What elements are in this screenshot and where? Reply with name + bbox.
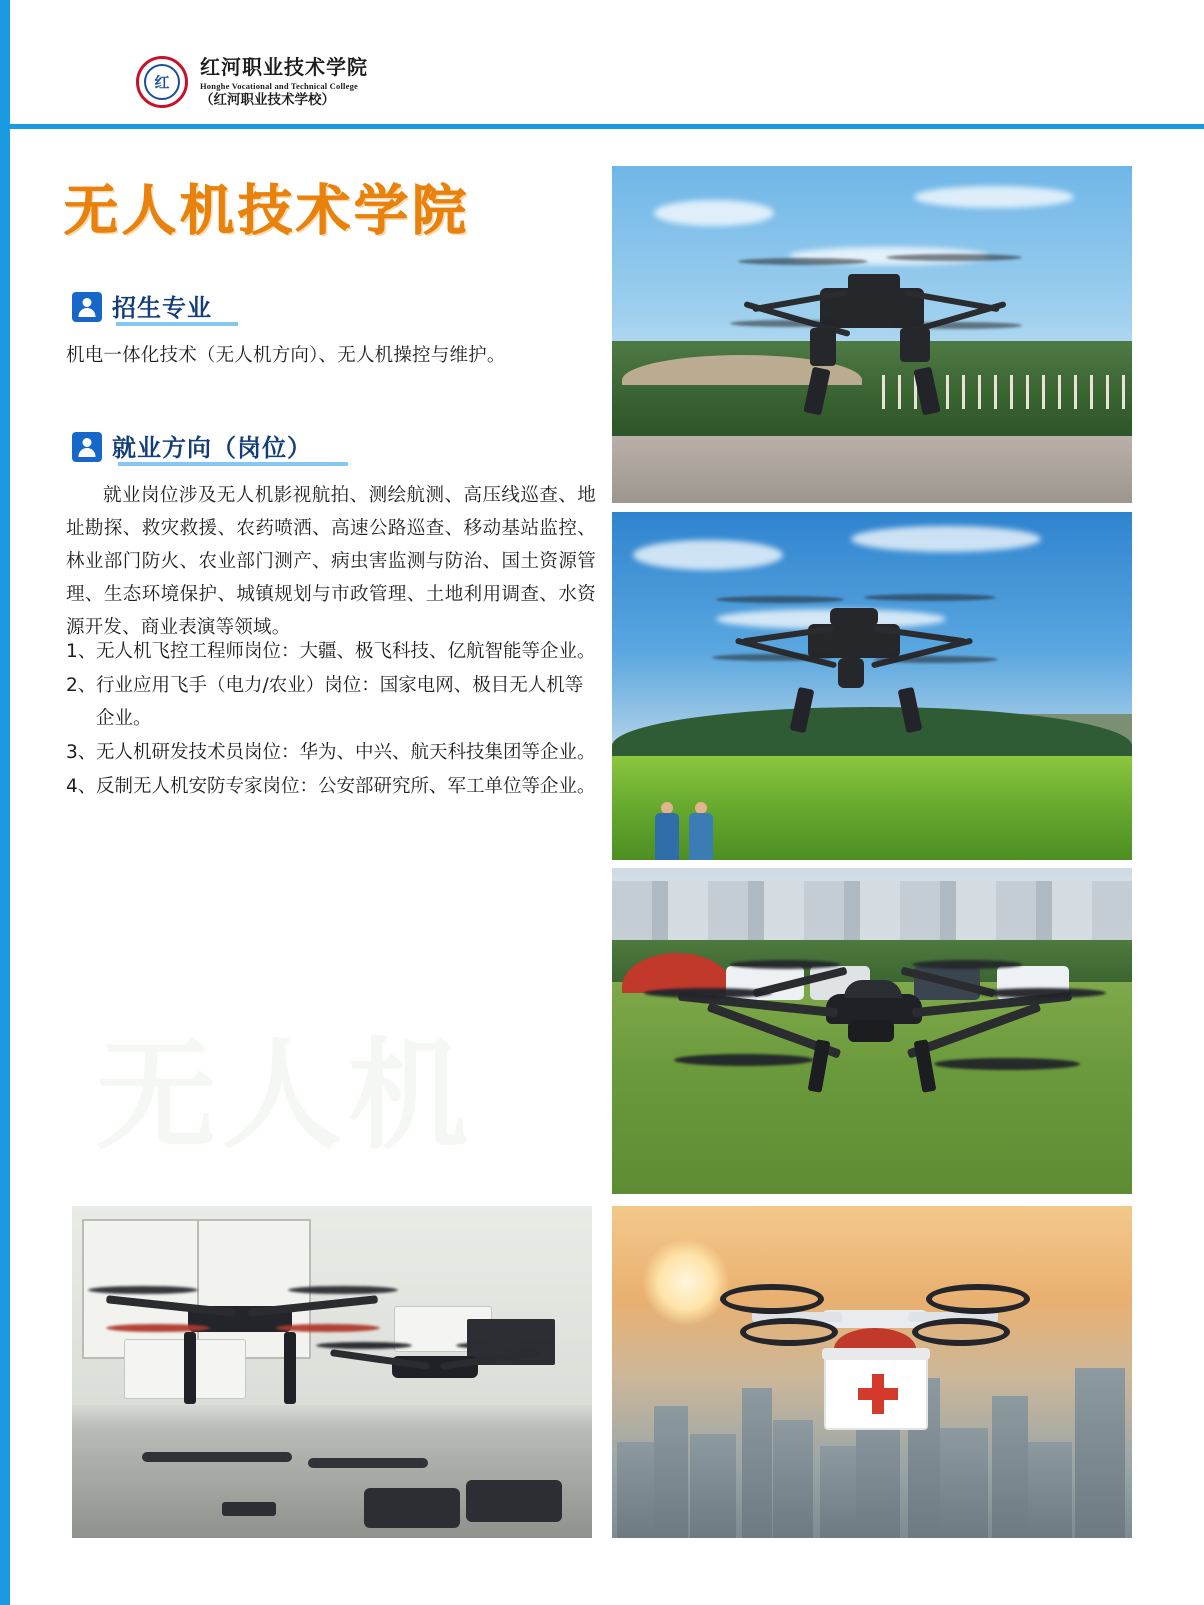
medical-delivery-box — [824, 1356, 928, 1430]
list-item-text: 行业应用飞手（电力/农业）岗位：国家电网、极目无人机等企业。 — [96, 674, 584, 729]
city-building — [742, 1388, 772, 1538]
red-cross-icon — [858, 1388, 898, 1400]
drone-propeller — [912, 960, 1022, 969]
operator-person — [688, 802, 714, 860]
photo-drone-grass — [612, 868, 1132, 1194]
college-seal-icon — [136, 56, 188, 108]
city-building — [820, 1446, 856, 1538]
section-underline-majors — [116, 322, 238, 326]
user-badge-icon — [72, 432, 102, 462]
drone-propeller — [730, 960, 840, 969]
operator-person — [654, 802, 680, 860]
college-logo — [136, 56, 368, 109]
list-item-text: 反制无人机安防专家岗位：公安部研究所、军工单位等企业。 — [96, 775, 596, 797]
list-item — [66, 670, 600, 736]
drone-payload — [900, 328, 930, 362]
list-item-number: 3、 — [66, 741, 97, 763]
jobs-intro-text: 就业岗位涉及无人机影视航拍、测绘航测、高压线巡查、地址勘探、救灾救援、农药喷洒、高速公路巡查、移动基站监控、林业部门防火、农业部门测产、病虫害监测与防治、国土资源管理、生态环境保护、城镇规划与市政管理、土地利用调查、水资源开发、商业表演等领域。 — [66, 485, 596, 638]
drone-rotor — [864, 594, 996, 601]
drone-landing-leg — [184, 1332, 196, 1404]
drone-rotor — [886, 254, 1022, 261]
drone-top-module — [830, 608, 878, 626]
section-heading-majors — [72, 288, 212, 326]
drone-propeller-red — [276, 1324, 380, 1332]
drone-top-module — [848, 274, 900, 292]
city-building — [690, 1434, 736, 1538]
section-underline-jobs — [118, 462, 348, 466]
page-header — [10, 0, 1204, 128]
photo-lab — [72, 1206, 592, 1538]
section-title-jobs: 就业方向（岗位） — [112, 434, 312, 462]
list-item-text: 无人机研发技术员岗位：华为、中兴、航天科技集团等企业。 — [96, 741, 596, 763]
city-building — [654, 1406, 688, 1538]
bench-rail — [308, 1458, 428, 1468]
drone-rotor — [716, 596, 844, 603]
city-building — [617, 1442, 657, 1538]
section-title-majors: 招生专业 — [112, 294, 212, 322]
drone-rotor — [874, 656, 998, 663]
cloud-shape — [851, 526, 1041, 552]
remote-controller — [466, 1480, 562, 1522]
person-torso — [655, 813, 679, 860]
list-item — [66, 636, 600, 669]
city-building — [1075, 1368, 1125, 1538]
photo-delivery — [612, 1206, 1132, 1538]
page-title: 无人机技术学院 — [64, 179, 470, 242]
drone-duct-ring — [926, 1284, 1030, 1314]
drone-duct-ring — [740, 1318, 838, 1346]
city-building — [940, 1428, 988, 1538]
drone-propeller — [456, 1342, 552, 1349]
drone-dome — [844, 980, 902, 998]
list-item-number: 2、 — [66, 674, 97, 696]
drone-propeller — [288, 1286, 398, 1294]
user-badge-icon — [72, 292, 102, 322]
section-heading-jobs — [72, 428, 312, 466]
list-item-number: 4、 — [66, 775, 97, 797]
drone-propeller — [644, 988, 772, 998]
drone-landing-leg — [284, 1332, 296, 1404]
medkit-lid — [822, 1348, 930, 1360]
drone-camera-gimbal — [810, 328, 836, 366]
remote-controller — [364, 1488, 460, 1528]
list-item-number: 1、 — [66, 641, 97, 662]
drone-camera-gimbal — [838, 658, 864, 688]
jobs-list — [66, 636, 600, 805]
drone-duct-ring — [720, 1284, 824, 1314]
plaza-ground — [612, 436, 1132, 503]
drone-propeller-red — [106, 1324, 210, 1332]
drone-propeller — [934, 1058, 1080, 1070]
drone-rotor — [730, 320, 850, 327]
drone-rotor — [712, 654, 832, 661]
sun-glow — [643, 1239, 729, 1325]
list-item — [66, 737, 600, 770]
bench-rail — [142, 1452, 292, 1462]
list-item — [66, 771, 600, 804]
person-torso — [689, 813, 713, 860]
photo-drone-plaza — [612, 166, 1132, 503]
cloud-shape — [633, 540, 783, 570]
cloud-shape — [914, 186, 1074, 208]
watermark-text: 无人机 — [96, 1027, 474, 1166]
cloud-shape — [654, 200, 774, 226]
college-name-block — [200, 56, 368, 109]
college-name-en: Honghe Vocational and Technical College — [200, 80, 358, 91]
list-item-text: 无人机飞控工程师岗位：大疆、极飞科技、亿航智能等企业。 — [96, 641, 596, 662]
city-building — [992, 1396, 1028, 1538]
drone-propeller — [88, 1286, 198, 1294]
drone-propeller — [978, 988, 1106, 998]
background-buildings — [612, 881, 1132, 946]
college-name-alt: （红河职业技术学校） — [200, 91, 335, 108]
city-building — [1028, 1442, 1072, 1538]
drone-payload — [848, 1020, 894, 1042]
photo-drone-field — [612, 512, 1132, 860]
left-accent-bar — [0, 0, 10, 1605]
drone-rotor — [738, 258, 868, 265]
majors-body-text: 机电一体化技术（无人机方向）、无人机操控与维护。 — [66, 345, 506, 366]
seal-mark-text: 红 — [154, 73, 170, 92]
header-divider — [10, 124, 1204, 129]
college-name-cn: 红河职业技术学院 — [200, 55, 368, 79]
drone-propeller — [674, 1054, 814, 1066]
drone-propeller — [316, 1342, 412, 1349]
tool-item — [222, 1502, 276, 1516]
drone-duct-ring — [912, 1318, 1010, 1346]
city-building — [773, 1420, 813, 1538]
